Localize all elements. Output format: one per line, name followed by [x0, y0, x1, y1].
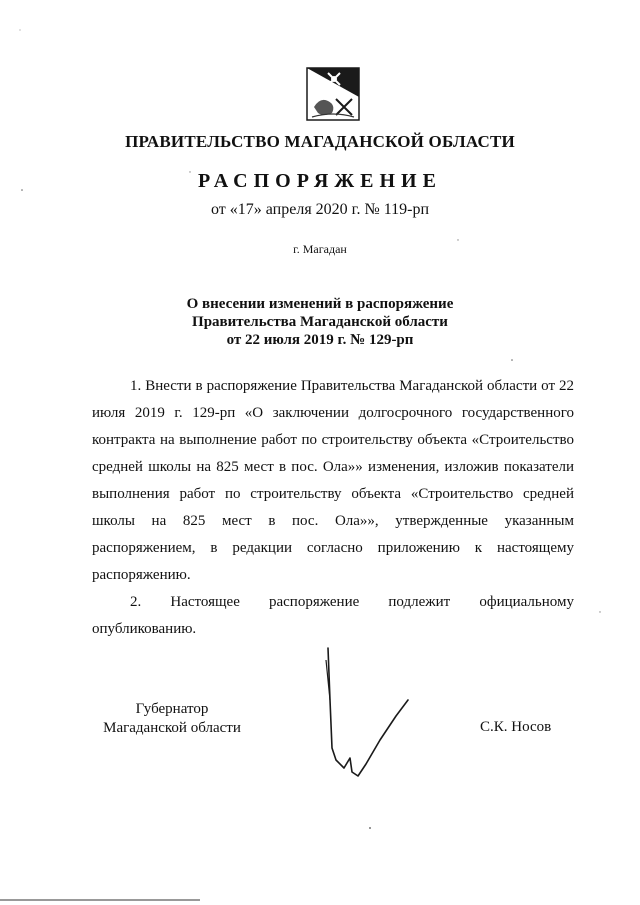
- organization-name: ПРАВИТЕЛЬСТВО МАГАДАНСКОЙ ОБЛАСТИ: [125, 132, 515, 151]
- document-body: [92, 373, 574, 643]
- magadan-coat-of-arms-icon: [306, 67, 360, 121]
- position-line-2: Магаданской области: [103, 720, 241, 736]
- paragraph-1: 1. Внести в распоряжение Правительства Магаданской области от 22 июля 2019 г. 129-рп «О заключении долгосрочного государственного контракта на выполнение работ по строительству объекта «Строительство средней школы на 825 мест в пос. Ола»» изменения, изложив показатели выполнения работ по строительству объекта «Строительство средней школы на 825 мест в пос. Ола»», утвержденные указанным распоряжением, в редакции согласно приложению к настоящему распоряжению.: [92, 378, 574, 583]
- signatory-name: С.К. Носов: [480, 719, 552, 735]
- handwritten-signature-icon: [300, 640, 430, 790]
- subject-line-2: Правительства Магаданской области: [192, 314, 448, 330]
- city: г. Магадан: [293, 242, 347, 256]
- footer-rule: [0, 899, 200, 901]
- paragraph-2: 2. Настоящее распоряжение подлежит официальному опубликованию.: [92, 594, 574, 637]
- signatory-position: [92, 700, 252, 738]
- document-subject: [0, 295, 640, 349]
- subject-line-3: от 22 июля 2019 г. № 129-рп: [226, 332, 414, 348]
- position-line-1: Губернатор: [135, 701, 209, 717]
- subject-line-1: О внесении изменений в распоряжение: [186, 296, 454, 312]
- document-type: РАСПОРЯЖЕНИЕ: [198, 170, 442, 192]
- date-and-number: от «17» апреля 2020 г. № 119-рп: [211, 201, 429, 218]
